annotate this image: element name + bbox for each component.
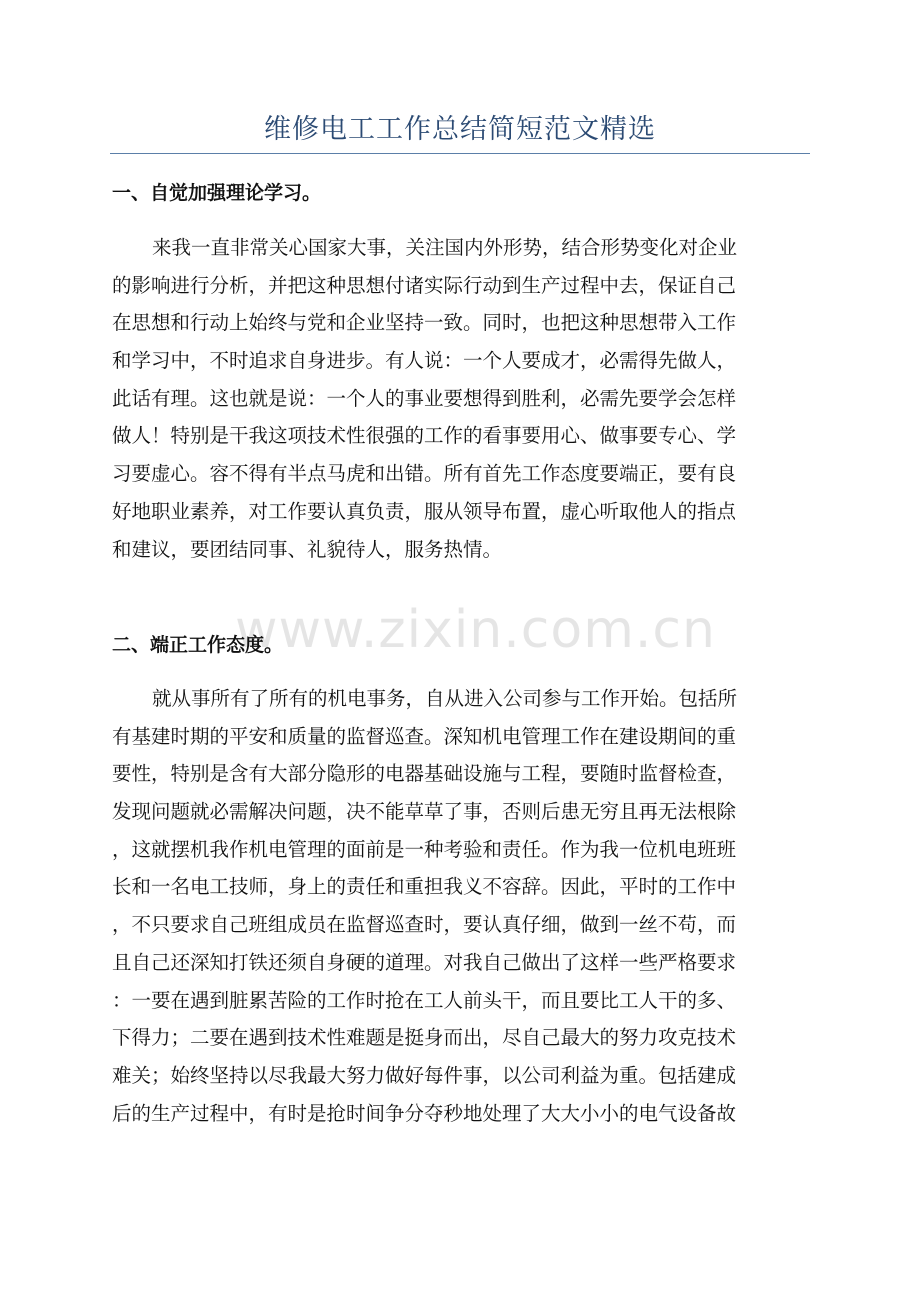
section-1-paragraph — [112, 229, 808, 568]
paragraph-line: 要性，特别是含有大部分隐形的电器基础设施与工程，要随时监督检查， — [112, 762, 737, 786]
section-heading-1: 一、自觉加强理论学习。 — [112, 182, 322, 204]
section-heading-2: 二、端正工作态度。 — [112, 634, 284, 656]
paragraph-line: 此话有理。这也就是说：一个人的事业要想得到胜利，必需先要学会怎样 — [112, 386, 737, 410]
paragraph-line: ，这就摆机我作机电管理的面前是一种考验和责任。作为我一位机电班班 — [112, 837, 737, 861]
paragraph-line: 且自己还深知打铁还须自身硬的道理。对我自己做出了这样一些严格要求 — [112, 950, 737, 974]
paragraph-line: 有基建时期的平安和质量的监督巡查。深知机电管理工作在建设期间的重 — [112, 724, 737, 748]
paragraph-line: 难关；始终坚持以尽我最大努力做好每件事，以公司利益为重。包括建成 — [112, 1063, 737, 1087]
paragraph-line: 做人！特别是干我这项技术性很强的工作的看事要用心、做事要专心、学 — [112, 424, 737, 448]
paragraph-line: 和学习中，不时追求自身进步。有人说：一个人要成才，必需得先做人， — [112, 349, 737, 373]
paragraph-line: 好地职业素养，对工作要认真负责，服从领导布置，虚心听取他人的指点 — [112, 499, 737, 523]
paragraph-line: ，不只要求自己班组成员在监督巡查时，要认真仔细，做到一丝不苟，而 — [112, 913, 737, 937]
paragraph-line: 习要虚心。容不得有半点马虎和出错。所有首先工作态度要端正，要有良 — [112, 462, 737, 486]
paragraph-line: 在思想和行动上始终与党和企业坚持一致。同时，也把这种思想带入工作 — [112, 311, 737, 335]
paragraph-line: 和建议，要团结同事、礼貌待人，服务热情。 — [112, 537, 503, 561]
paragraph-line: 后的生产过程中，有时是抢时间争分夺秒地处理了大大小小的电气设备故 — [112, 1101, 737, 1125]
title-underline — [110, 153, 810, 154]
paragraph-line: 来我一直非常关心国家大事，关注国内外形势，结合形势变化对企业 — [152, 236, 738, 259]
document-title: 维修电工工作总结简短范文精选 — [264, 114, 656, 145]
section-2-paragraph — [112, 680, 808, 1132]
paragraph-line: ：一要在遇到脏累苦险的工作时抢在工人前头干，而且要比工人干的多、 — [112, 988, 737, 1012]
paragraph-line: 下得力；二要在遇到技术性难题是挺身而出，尽自己最大的努力攻克技术 — [112, 1026, 737, 1050]
paragraph-line: 长和一名电工技师，身上的责任和重担我义不容辞。因此，平时的工作中 — [112, 875, 737, 899]
watermark: www.zixin.com.cn — [235, 600, 716, 660]
paragraph-line: 发现问题就必需解决问题，决不能草草了事，否则后患无穷且再无法根除 — [112, 800, 737, 824]
paragraph-line: 就从事所有了所有的机电事务，自从进入公司参与工作开始。包括所 — [152, 687, 738, 710]
paragraph-line: 的影响进行分析，并把这种思想付诸实际行动到生产过程中去，保证自己 — [112, 273, 737, 297]
